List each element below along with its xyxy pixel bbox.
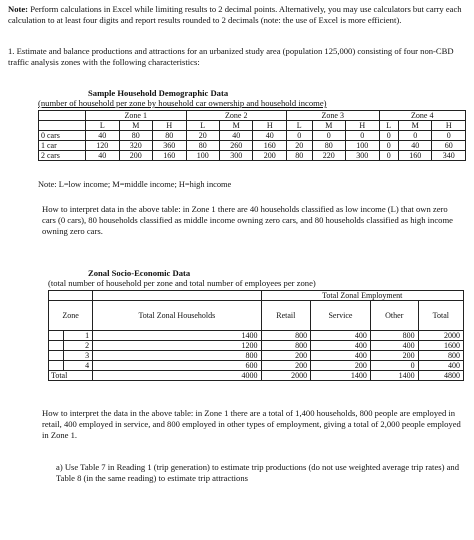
households-cell: 1400 bbox=[93, 331, 261, 341]
note-text: Perform calculations in Excel while limiting results to 2 decimal points. Alternatively, you may use calculators but carry each calculation to at least four digits and report results rounded to 2 decimals (note: the use of Excel is more efficient). bbox=[8, 4, 462, 25]
demo-level-header: H bbox=[253, 121, 286, 131]
col-households-header: Total Zonal Households bbox=[93, 301, 261, 331]
other-cell: 200 bbox=[370, 351, 418, 361]
demo-caption bbox=[38, 88, 438, 108]
zone-number-cell: 4 bbox=[63, 361, 92, 371]
demo-level-header: L bbox=[286, 121, 312, 131]
demo-value-cell: 0 bbox=[286, 131, 312, 141]
total-households-cell: 4000 bbox=[93, 371, 261, 381]
col-other-header: Other bbox=[370, 301, 418, 331]
total-cell: 400 bbox=[418, 361, 463, 371]
demo-value-cell: 20 bbox=[186, 131, 219, 141]
demo-value-cell: 200 bbox=[253, 151, 286, 161]
demo-value-cell: 0 bbox=[379, 131, 398, 141]
zone-number-cell: 2 bbox=[63, 341, 92, 351]
zonal-title: Zonal Socio-Economic Data bbox=[88, 268, 191, 278]
demo-value-cell: 160 bbox=[253, 141, 286, 151]
demo-value-cell: 40 bbox=[398, 141, 431, 151]
demo-row-label: 1 car bbox=[39, 141, 86, 151]
demo-level-header: M bbox=[119, 121, 152, 131]
demo-value-cell: 260 bbox=[219, 141, 252, 151]
demo-row-label: 2 cars bbox=[39, 151, 86, 161]
demo-zone-header: Zone 3 bbox=[286, 111, 379, 121]
service-cell: 400 bbox=[311, 341, 371, 351]
zone-blank-cell bbox=[49, 331, 64, 341]
demo-zone-header: Zone 2 bbox=[186, 111, 286, 121]
demo-value-cell: 80 bbox=[286, 151, 312, 161]
total-service-cell: 1400 bbox=[311, 371, 371, 381]
other-cell: 400 bbox=[370, 341, 418, 351]
demo-zone-header: Zone 4 bbox=[379, 111, 465, 121]
employment-header: Total Zonal Employment bbox=[261, 291, 464, 301]
households-cell: 600 bbox=[93, 361, 261, 371]
demo-level-header-row bbox=[39, 121, 466, 131]
demo-corner-cell bbox=[39, 111, 86, 121]
total-cell: 800 bbox=[418, 351, 463, 361]
demo-value-cell: 20 bbox=[286, 141, 312, 151]
demo-value-cell: 300 bbox=[346, 151, 379, 161]
zone-blank-cell bbox=[49, 351, 64, 361]
item-1-text: 1. Estimate and balance productions and attractions for an urbanized study area (population 125,000) consisting of four non-CBD traffic analysis zones with the following characteristics: bbox=[8, 46, 454, 67]
demo-value-cell: 300 bbox=[219, 151, 252, 161]
total-other-cell: 1400 bbox=[370, 371, 418, 381]
total-row-label: Total bbox=[49, 371, 93, 381]
demo-value-cell: 100 bbox=[186, 151, 219, 161]
zonal-corner-cell bbox=[93, 291, 261, 301]
demo-value-cell: 40 bbox=[86, 151, 119, 161]
service-cell: 400 bbox=[311, 351, 371, 361]
demo-level-header: L bbox=[379, 121, 398, 131]
zone-number-cell: 1 bbox=[63, 331, 92, 341]
demo-level-header: H bbox=[432, 121, 466, 131]
col-retail-header: Retail bbox=[261, 301, 311, 331]
zonal-subtitle: (total number of household per zone and total number of employees per zone) bbox=[48, 278, 316, 288]
other-cell: 800 bbox=[370, 331, 418, 341]
demo-value-cell: 80 bbox=[312, 141, 345, 151]
service-cell: 400 bbox=[311, 331, 371, 341]
demo-title: Sample Household Demographic Data bbox=[88, 88, 229, 98]
table-row bbox=[39, 141, 466, 151]
zonal-header-row-1 bbox=[49, 291, 464, 301]
question-a: a) Use Table 7 in Reading 1 (trip generation) to estimate trip productions (do not use weighted average trip rates) and Table 8 (in the same reading) to estimate trip attractions bbox=[56, 462, 460, 483]
service-cell: 200 bbox=[311, 361, 371, 371]
demo-value-cell: 40 bbox=[86, 131, 119, 141]
demo-zone-header-row bbox=[39, 111, 466, 121]
retail-cell: 800 bbox=[261, 341, 311, 351]
demo-value-cell: 60 bbox=[432, 141, 466, 151]
zonal-header-row-2 bbox=[49, 301, 464, 331]
other-cell: 0 bbox=[370, 361, 418, 371]
demo-level-header: L bbox=[186, 121, 219, 131]
demo-value-cell: 0 bbox=[312, 131, 345, 141]
demo-zone-header: Zone 1 bbox=[86, 111, 186, 121]
col-total-header: Total bbox=[418, 301, 463, 331]
zone-blank-cell bbox=[49, 341, 64, 351]
col-service-header: Service bbox=[311, 301, 371, 331]
retail-cell: 200 bbox=[261, 351, 311, 361]
table-row bbox=[49, 341, 464, 351]
retail-cell: 800 bbox=[261, 331, 311, 341]
total-retail-cell: 2000 bbox=[261, 371, 311, 381]
total-total-cell: 4800 bbox=[418, 371, 463, 381]
table-row bbox=[49, 351, 464, 361]
demo-row-label: 0 cars bbox=[39, 131, 86, 141]
interpretation-2: How to interpret the data in the above table: in Zone 1 there are a total of 1,400 households, 800 people are employed in retail, 400 employed in service, and 800 employed in other types of employment, giving a total of 2,000 people employed in Zone 1. bbox=[42, 408, 461, 440]
zone-number-cell: 3 bbox=[63, 351, 92, 361]
demo-value-cell: 0 bbox=[346, 131, 379, 141]
zonal-table bbox=[48, 290, 464, 381]
demo-level-header: L bbox=[86, 121, 119, 131]
demo-value-cell: 200 bbox=[119, 151, 152, 161]
demo-level-header: M bbox=[219, 121, 252, 131]
zonal-caption bbox=[48, 268, 468, 288]
demo-value-cell: 40 bbox=[219, 131, 252, 141]
demo-value-cell: 360 bbox=[153, 141, 186, 151]
demo-value-cell: 160 bbox=[153, 151, 186, 161]
note-label: Note: bbox=[8, 4, 29, 14]
demo-value-cell: 340 bbox=[432, 151, 466, 161]
retail-cell: 200 bbox=[261, 361, 311, 371]
households-cell: 1200 bbox=[93, 341, 261, 351]
households-cell: 800 bbox=[93, 351, 261, 361]
zone-blank-cell bbox=[49, 361, 64, 371]
demo-level-header: M bbox=[398, 121, 431, 131]
demo-value-cell: 0 bbox=[398, 131, 431, 141]
demo-corner-cell bbox=[39, 121, 86, 131]
demo-value-cell: 0 bbox=[432, 131, 466, 141]
demo-value-cell: 0 bbox=[379, 151, 398, 161]
table-row bbox=[39, 151, 466, 161]
demo-value-cell: 40 bbox=[253, 131, 286, 141]
demo-note: Note: L=low income; M=middle income; H=high income bbox=[38, 180, 232, 189]
table-row bbox=[39, 131, 466, 141]
total-cell: 1600 bbox=[418, 341, 463, 351]
table-row bbox=[49, 361, 464, 371]
demo-value-cell: 220 bbox=[312, 151, 345, 161]
demographic-table bbox=[38, 110, 466, 161]
demo-level-header: M bbox=[312, 121, 345, 131]
intro-note bbox=[8, 4, 466, 26]
demo-level-header: H bbox=[346, 121, 379, 131]
col-zone-header: Zone bbox=[49, 301, 93, 331]
demo-value-cell: 80 bbox=[153, 131, 186, 141]
demo-value-cell: 80 bbox=[186, 141, 219, 151]
zonal-corner-cell bbox=[49, 291, 93, 301]
demo-value-cell: 0 bbox=[379, 141, 398, 151]
demo-level-header: H bbox=[153, 121, 186, 131]
demo-value-cell: 320 bbox=[119, 141, 152, 151]
demo-value-cell: 100 bbox=[346, 141, 379, 151]
total-row bbox=[49, 371, 464, 381]
table-row bbox=[49, 331, 464, 341]
demo-subtitle: (number of household per zone by household car ownership and household income) bbox=[38, 98, 327, 108]
interpretation-1: How to interpret data in the above table: in Zone 1 there are 40 households classified as low income (L) that own zero cars (0 cars), 80 households classified as middle income owning zero cars, and 80 households classified as high income owning zero cars. bbox=[42, 204, 453, 236]
demo-value-cell: 80 bbox=[119, 131, 152, 141]
total-cell: 2000 bbox=[418, 331, 463, 341]
demo-value-cell: 120 bbox=[86, 141, 119, 151]
demo-value-cell: 160 bbox=[398, 151, 431, 161]
